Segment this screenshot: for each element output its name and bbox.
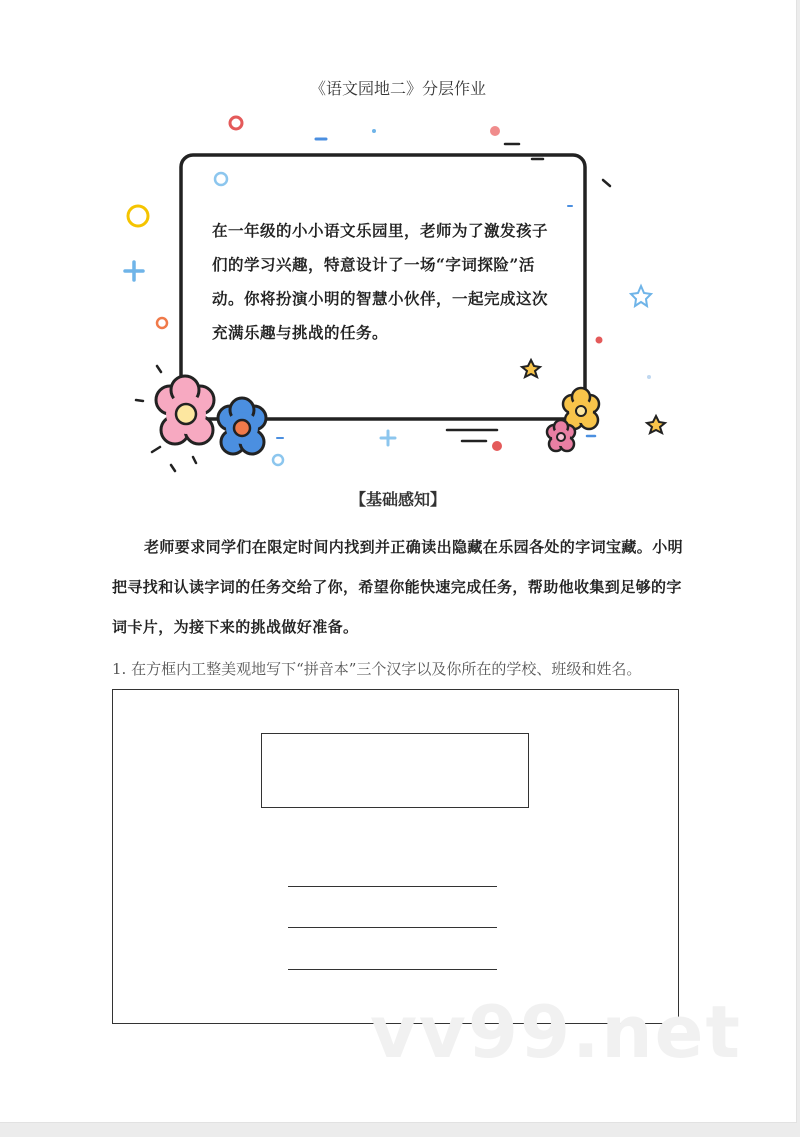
dot-icon: [647, 375, 651, 379]
dot-icon: [372, 129, 376, 133]
section-intro: 老师要求同学们在限定时间内找到并正确读出隐藏在乐园各处的字词宝藏。小明把寻找和认读字词的任务交给了你，希望你能快速完成任务，帮助他收集到足够的字词卡片，为接下来的挑战做好准备。: [112, 538, 684, 636]
question-1: 1. 在方框内工整美观地写下“拼音本”三个汉字以及你所在的学校、班级和姓名。: [112, 660, 642, 678]
dot-icon: [596, 337, 603, 344]
plus-icon: [125, 262, 143, 280]
dot-icon: [492, 441, 502, 451]
circle-icon: [273, 455, 283, 465]
page-title: 《语文园地二》分层作业: [309, 79, 486, 98]
title-write-box[interactable]: [261, 733, 529, 808]
small-pink-flower-icon: [547, 420, 575, 451]
circle-icon: [215, 173, 227, 185]
circle-icon: [157, 318, 167, 328]
star-icon: [647, 416, 665, 433]
circle-icon: [128, 206, 148, 226]
class-write-line[interactable]: [288, 927, 497, 928]
circle-icon: [230, 117, 242, 129]
yellow-flower-icon: [563, 388, 599, 429]
pink-flower-icon: [156, 376, 214, 444]
section-heading: 【基础感知】: [349, 490, 446, 509]
star-icon: [522, 360, 540, 377]
dot-icon: [490, 126, 500, 136]
answer-box[interactable]: [112, 689, 679, 1024]
name-write-line[interactable]: [288, 969, 497, 970]
plus-icon: [381, 431, 395, 445]
star-icon: [631, 286, 651, 306]
blue-flower-icon: [218, 398, 266, 454]
watermark: vv99.net: [370, 990, 742, 1074]
school-write-line[interactable]: [288, 886, 497, 887]
dash-icon: [603, 180, 610, 186]
intro-frame-text: 在一年级的小小语文乐园里，老师为了激发孩子们的学习兴趣，特意设计了一场“字词探险”活动。你将扮演小明的智慧小伙伴，一起完成这次充满乐趣与挑战的任务。: [212, 221, 549, 342]
